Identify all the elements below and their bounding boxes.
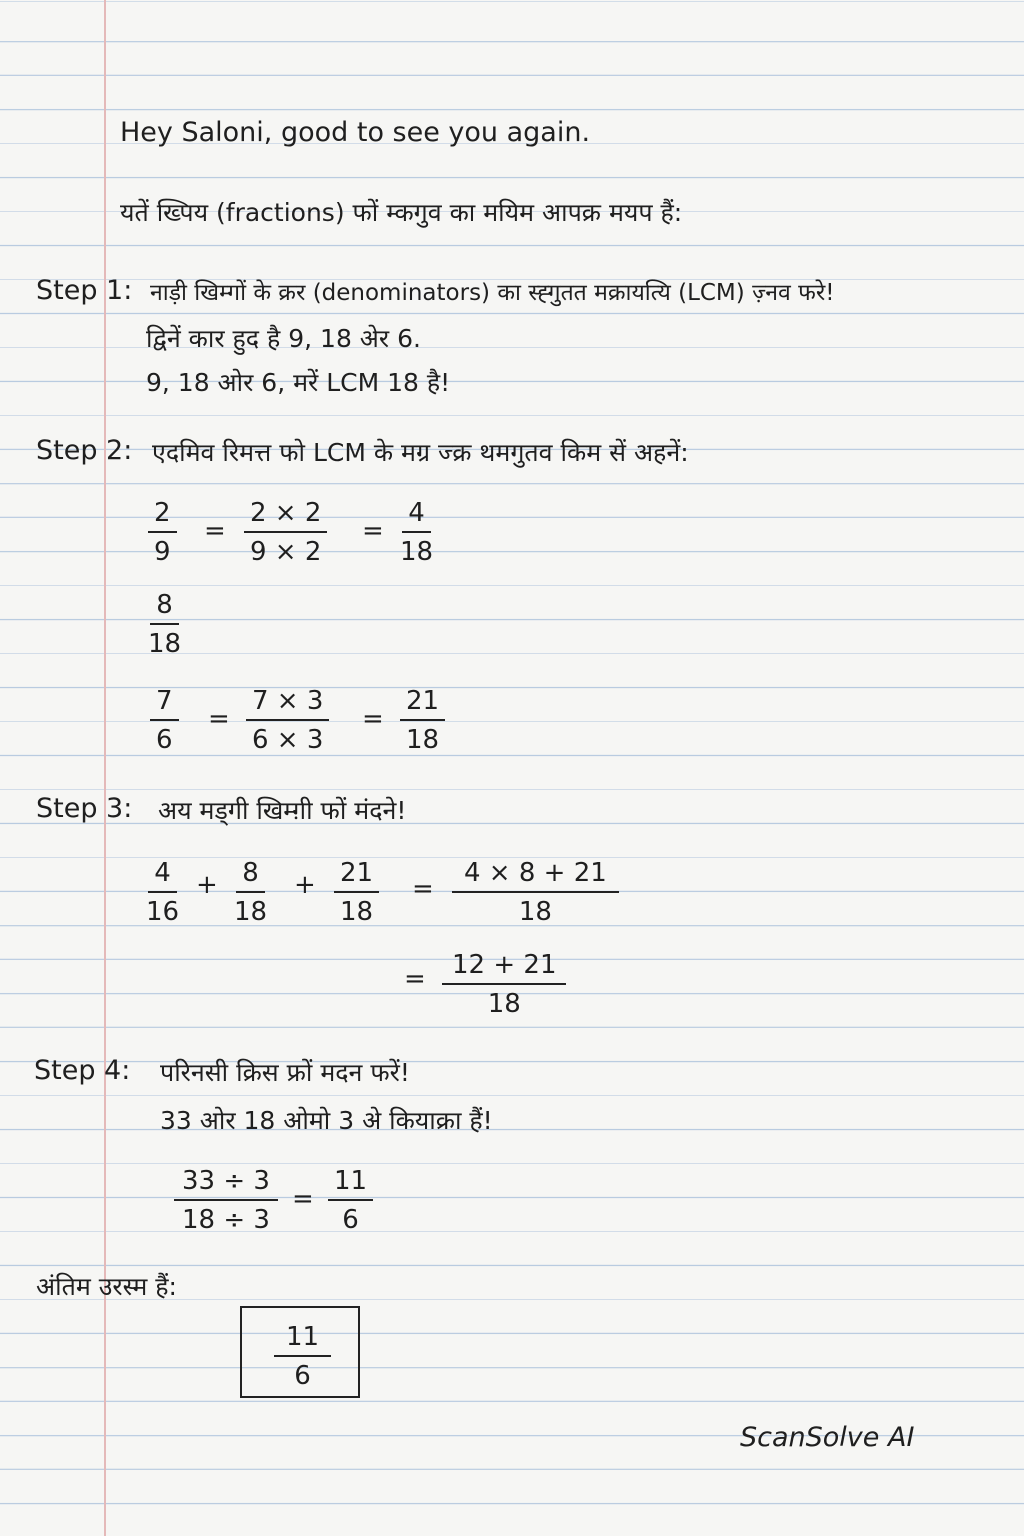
denominator: 6 × 3 — [252, 725, 324, 755]
fraction-4-16 — [146, 858, 179, 927]
fraction-8-18 — [148, 590, 181, 659]
numerator: 2 × 2 — [244, 498, 327, 533]
numerator: 12 + 21 — [442, 950, 566, 985]
step4-line2: 33 ओर 18 ओमो 3 अे कियाक्रा हैं! — [160, 1106, 493, 1135]
fraction-2-9 — [148, 498, 177, 567]
denominator: 9 × 2 — [250, 537, 322, 567]
denominator: 18 — [400, 537, 434, 567]
numerator: 11 — [274, 1322, 331, 1357]
fraction-21-18 — [334, 858, 379, 927]
fraction-21-18 — [400, 686, 445, 755]
fraction-8-18 — [234, 858, 267, 927]
numerator: 7 — [150, 686, 179, 721]
final-answer-fraction — [274, 1322, 331, 1391]
denominator: 6 — [156, 725, 173, 755]
step1-line1: नाड़ी खिम्गों के क्रर (denominators) का स्ह्गुतत मक्रायत्यि (LCM) ज़्नव फरे! — [150, 280, 835, 306]
fraction-11-6 — [328, 1166, 373, 1235]
equals-sign: = — [204, 516, 226, 546]
numerator: 8 — [236, 858, 265, 893]
denominator: 6 — [294, 1361, 311, 1391]
equals-sign: = — [412, 874, 434, 904]
step4-line1: परिनसी क्रिस फ्रों मदन फरें! — [160, 1058, 410, 1087]
plus-sign: + — [294, 870, 316, 900]
fraction-33div3-18div3 — [174, 1166, 278, 1235]
numerator: 4 — [148, 858, 177, 893]
greeting-text: Hey Saloni, good to see you again. — [120, 117, 591, 148]
step4-label: Step 4: — [34, 1055, 131, 1086]
fraction-2x2-9x2 — [244, 498, 327, 567]
step2-text: एदमिव रिमत्त फो LCM के मग्र ज्क्र थमगुतव किम सें अहनें: — [152, 438, 689, 467]
denominator: 18 ÷ 3 — [182, 1205, 270, 1235]
denominator: 18 — [148, 629, 182, 659]
equals-sign: = — [404, 964, 426, 994]
step3-label: Step 3: — [36, 793, 133, 824]
equals-sign: = — [208, 704, 230, 734]
denominator: 18 — [234, 897, 268, 927]
denominator: 16 — [146, 897, 180, 927]
fraction-7-6 — [150, 686, 179, 755]
step1-label: Step 1: — [36, 275, 133, 306]
denominator: 18 — [518, 897, 552, 927]
denominator: 18 — [487, 989, 521, 1019]
numerator: 21 — [334, 858, 379, 893]
final-answer-label: अंतिम उरस्म हैं: — [36, 1272, 177, 1301]
fraction-4-18 — [400, 498, 433, 567]
step1-line2: द्विनें कार हुद है 9, 18 अेर 6. — [146, 324, 421, 353]
numerator: 2 — [148, 498, 177, 533]
denominator: 6 — [342, 1205, 359, 1235]
denominator: 9 — [154, 537, 171, 567]
notebook-margin-line — [104, 0, 106, 1536]
numerator: 7 × 3 — [246, 686, 329, 721]
equals-sign: = — [292, 1184, 314, 1214]
signature-text: ScanSolve AI — [740, 1422, 915, 1453]
fraction-sum-result — [452, 858, 619, 927]
plus-sign: + — [196, 870, 218, 900]
equals-sign: = — [362, 516, 384, 546]
equals-sign: = — [362, 704, 384, 734]
denominator: 18 — [406, 725, 440, 755]
intro-text: यतें ख्पिय (fractions) फों म्कगुव का मयिम आपक्र मयप हैं: — [120, 198, 683, 227]
denominator: 18 — [340, 897, 374, 927]
numerator: 4 — [402, 498, 431, 533]
step3-text: अय मड्गी खिम्ग़ी फों मंदने! — [158, 796, 407, 825]
fraction-7x3-6x3 — [246, 686, 329, 755]
numerator: 8 — [150, 590, 179, 625]
fraction-12plus21-18 — [442, 950, 566, 1019]
numerator: 33 ÷ 3 — [174, 1166, 278, 1201]
numerator: 4 × 8 + 21 — [452, 858, 619, 893]
step2-label: Step 2: — [36, 435, 133, 466]
numerator: 11 — [328, 1166, 373, 1201]
step1-line3: 9, 18 ओर 6, मरें LCM 18 है! — [146, 368, 451, 397]
numerator: 21 — [400, 686, 445, 721]
